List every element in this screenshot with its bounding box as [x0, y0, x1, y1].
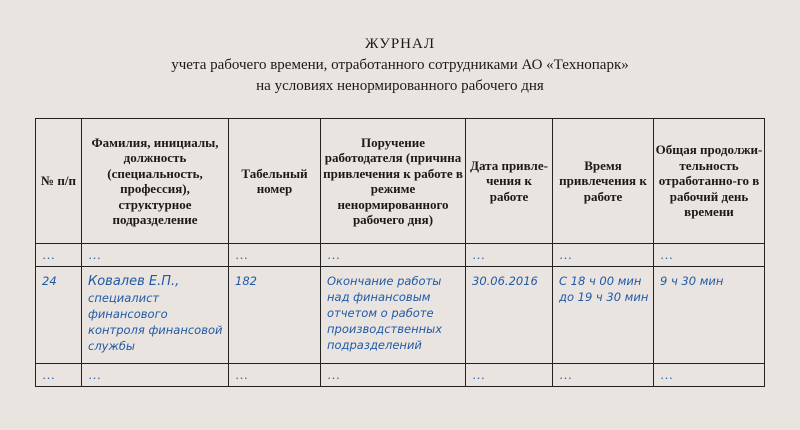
placeholder-cell: …: [229, 364, 321, 387]
header-time: Время привлечения к работе: [553, 119, 654, 244]
entry-date: 30.06.2016: [466, 267, 553, 364]
title-line-3: на условиях ненормированного рабочего дня: [256, 78, 544, 94]
placeholder-cell: …: [229, 244, 321, 267]
placeholder-cell: …: [82, 244, 229, 267]
header-date: Дата привле-чения к работе: [466, 119, 553, 244]
document-title: [0, 34, 800, 97]
placeholder-cell: …: [654, 364, 765, 387]
placeholder-cell: …: [654, 244, 765, 267]
table-row: [36, 244, 765, 267]
header-tab-number: Табельный номер: [229, 119, 321, 244]
entry-name: Ковалев Е.П.,: [88, 274, 180, 289]
title-line-1: ЖУРНАЛ: [364, 36, 436, 52]
header-row: [36, 119, 765, 244]
placeholder-cell: …: [321, 244, 466, 267]
header-duration: Общая продолжи-тельность отработанно-го в рабочий день времени: [654, 119, 765, 244]
table-row: [36, 267, 765, 364]
placeholder-cell: …: [36, 244, 82, 267]
placeholder-cell: …: [553, 244, 654, 267]
entry-assignment: Окончание работы над финансовым отчетом о работе производственных подразделений: [321, 267, 466, 364]
header-number: № п/п: [36, 119, 82, 244]
entry-employee: [82, 267, 229, 364]
placeholder-cell: …: [553, 364, 654, 387]
header-name: Фамилия, инициалы, должность (специальность, профессия), структурное подразделение: [82, 119, 229, 244]
header-assignment: Поручение работодателя (причина привлечения к работе в режиме ненормированного рабочего дня): [321, 119, 466, 244]
entry-tab-number: 182: [229, 267, 321, 364]
title-line-2: учета рабочего времени, отработанного сотрудниками АО «Технопарк»: [171, 57, 629, 73]
placeholder-cell: …: [82, 364, 229, 387]
placeholder-cell: …: [466, 364, 553, 387]
entry-time: С 18 ч 00 мин до 19 ч 30 мин: [553, 267, 654, 364]
table-row: [36, 364, 765, 387]
entry-duration: 9 ч 30 мин: [654, 267, 765, 364]
placeholder-cell: …: [36, 364, 82, 387]
journal-table: [35, 118, 765, 387]
entry-position: специалист финансового контроля финансовой службы: [88, 291, 223, 353]
placeholder-cell: …: [321, 364, 466, 387]
placeholder-cell: …: [466, 244, 553, 267]
entry-number: 24: [36, 267, 82, 364]
